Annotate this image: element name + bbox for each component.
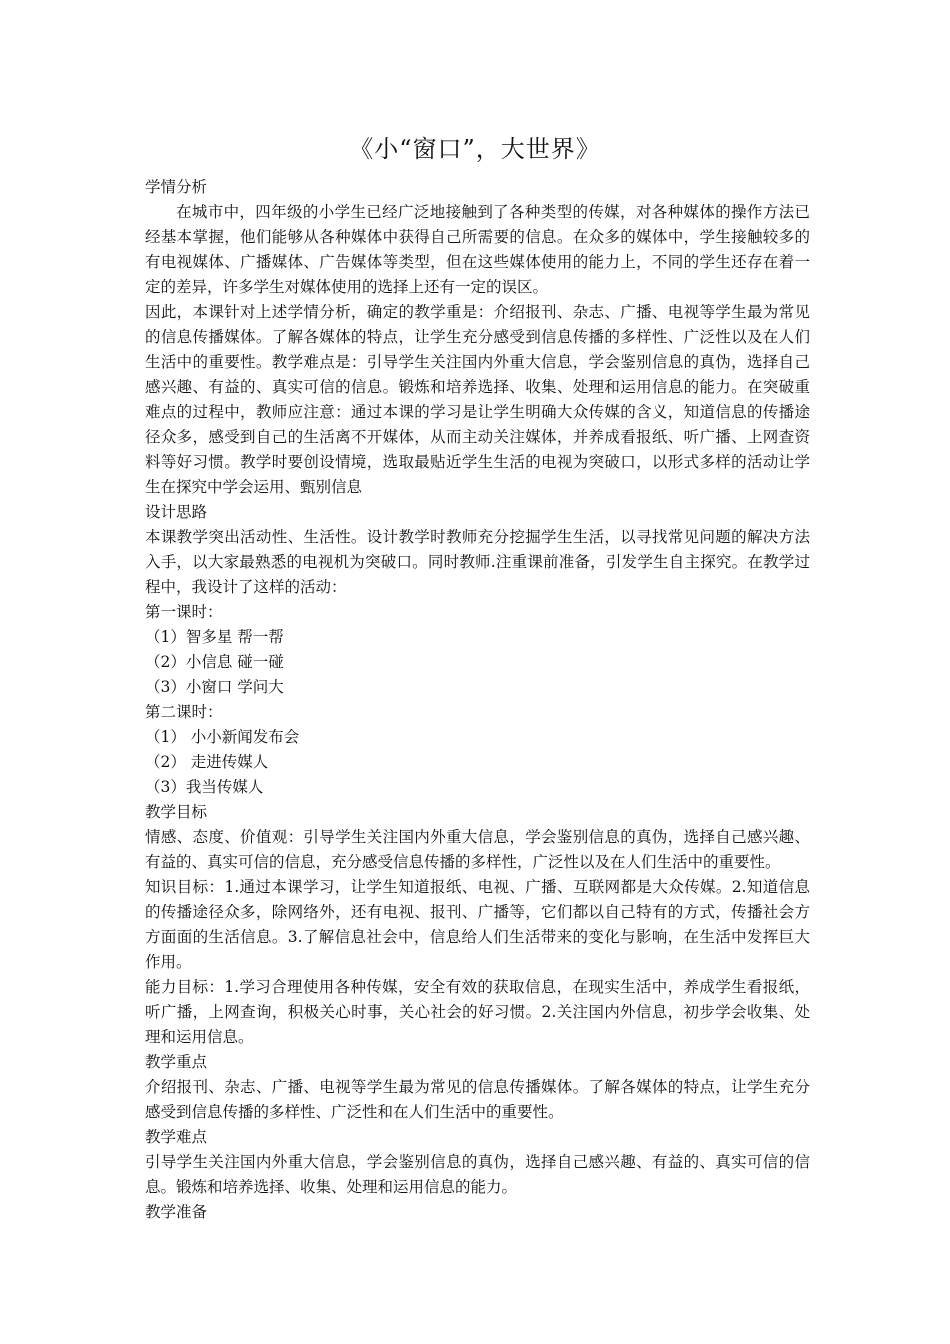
- list-item: （2） 走进传媒人: [145, 753, 269, 771]
- list-item: （3）小窗口 学问大: [145, 678, 284, 696]
- list-item: （3）我当传媒人: [145, 778, 264, 796]
- heading-teaching-objectives: 教学目标: [145, 803, 208, 821]
- heading-teaching-difficulty: 教学难点: [145, 1128, 208, 1146]
- paragraph-knowledge-objective: 知识目标：1.通过本课学习，让学生知道报纸、电视、广播、互联网都是大众传媒。2.知道信息的传播途径众多，除网络外，还有电视、报刊、广播等，它们都以自己特有的方式，传播社会方方面面的生活信息。3.了解信息社会中，信息给人们生活带来的变化与影响，在生活中发挥巨大作用。: [145, 878, 810, 971]
- document-body: [145, 175, 810, 1225]
- list-item: （1） 小小新闻发布会: [145, 728, 300, 746]
- paragraph-ability-objective: 能力目标：1.学习合理使用各种传媒，安全有效的获取信息，在现实生活中，养成学生看报纸，听广播，上网查询，积极关心时事，关心社会的好习惯。2.关注国内外信息，初步学会收集、处理和运用信息。: [145, 978, 810, 1046]
- heading-second-lesson: 第二课时：: [145, 703, 223, 721]
- document-title: 《小“窗口”，大世界》: [349, 135, 601, 163]
- heading-first-lesson: 第一课时：: [145, 603, 223, 621]
- list-item: （2）小信息 碰一碰: [145, 653, 284, 671]
- paragraph-teaching-difficulty: 引导学生关注国内外重大信息，学会鉴别信息的真伪，选择自己感兴趣、有益的、真实可信的信息。锻炼和培养选择、收集、处理和运用信息的能力。: [145, 1153, 810, 1196]
- heading-teaching-focus: 教学重点: [145, 1053, 208, 1071]
- paragraph-design-ideas: 本课教学突出活动性、生活性。设计教学时教师充分挖掘学生生活，以寻找常见问题的解决方法入手，以大家最熟悉的电视机为突破口。同时教师.注重课前准备，引发学生自主探究。在教学过程中，我设计了这样的活动：: [145, 528, 810, 596]
- paragraph-learning-analysis: 在城市中，四年级的小学生已经广泛地接触到了各种类型的传媒，对各种媒体的操作方法已经基本掌握，他们能够从各种媒体中获得自己所需要的信息。在众多的媒体中，学生接触较多的有电视媒体、广播媒体、广告媒体等类型，但在这些媒体使用的能力上，不同的学生还存在着一定的差异，许多学生对媒体使用的选择上还有一定的误区。: [145, 203, 810, 296]
- heading-learning-analysis: 学情分析: [145, 178, 208, 196]
- list-item: （1）智多星 帮一帮: [145, 628, 284, 646]
- heading-teaching-preparation: 教学准备: [145, 1203, 208, 1221]
- heading-design-ideas: 设计思路: [145, 503, 208, 521]
- paragraph-key-points-summary: 因此，本课针对上述学情分析，确定的教学重是：介绍报刊、杂志、广播、电视等学生最为常见的信息传播媒体。了解各媒体的特点，让学生充分感受到信息传播的多样性、广泛性以及在人们生活中的重要性。教学难点是：引导学生关注国内外重大信息，学会鉴别信息的真伪，选择自己感兴趣、有益的、真实可信的信息。锻炼和培养选择、收集、处理和运用信息的能力。在突破重难点的过程中，教师应注意：通过本课的学习是让学生明确大众传媒的含义，知道信息的传播途径众多，感受到自己的生活离不开媒体，从而主动关注媒体，并养成看报纸、听广播、上网查资料等好习惯。教学时要创设情境，选取最贴近学生生活的电视为突破口，以形式多样的活动让学生在探究中学会运用、甄别信息: [145, 303, 810, 496]
- paragraph-teaching-focus: 介绍报刊、杂志、广播、电视等学生最为常见的信息传播媒体。了解各媒体的特点，让学生充分感受到信息传播的多样性、广泛性和在人们生活中的重要性。: [145, 1078, 810, 1121]
- paragraph-emotion-objective: 情感、态度、价值观：引导学生关注国内外重大信息，学会鉴别信息的真伪，选择自己感兴趣、有益的、真实可信的信息，充分感受信息传播的多样性，广泛性以及在人们生活中的重要性。: [145, 828, 810, 871]
